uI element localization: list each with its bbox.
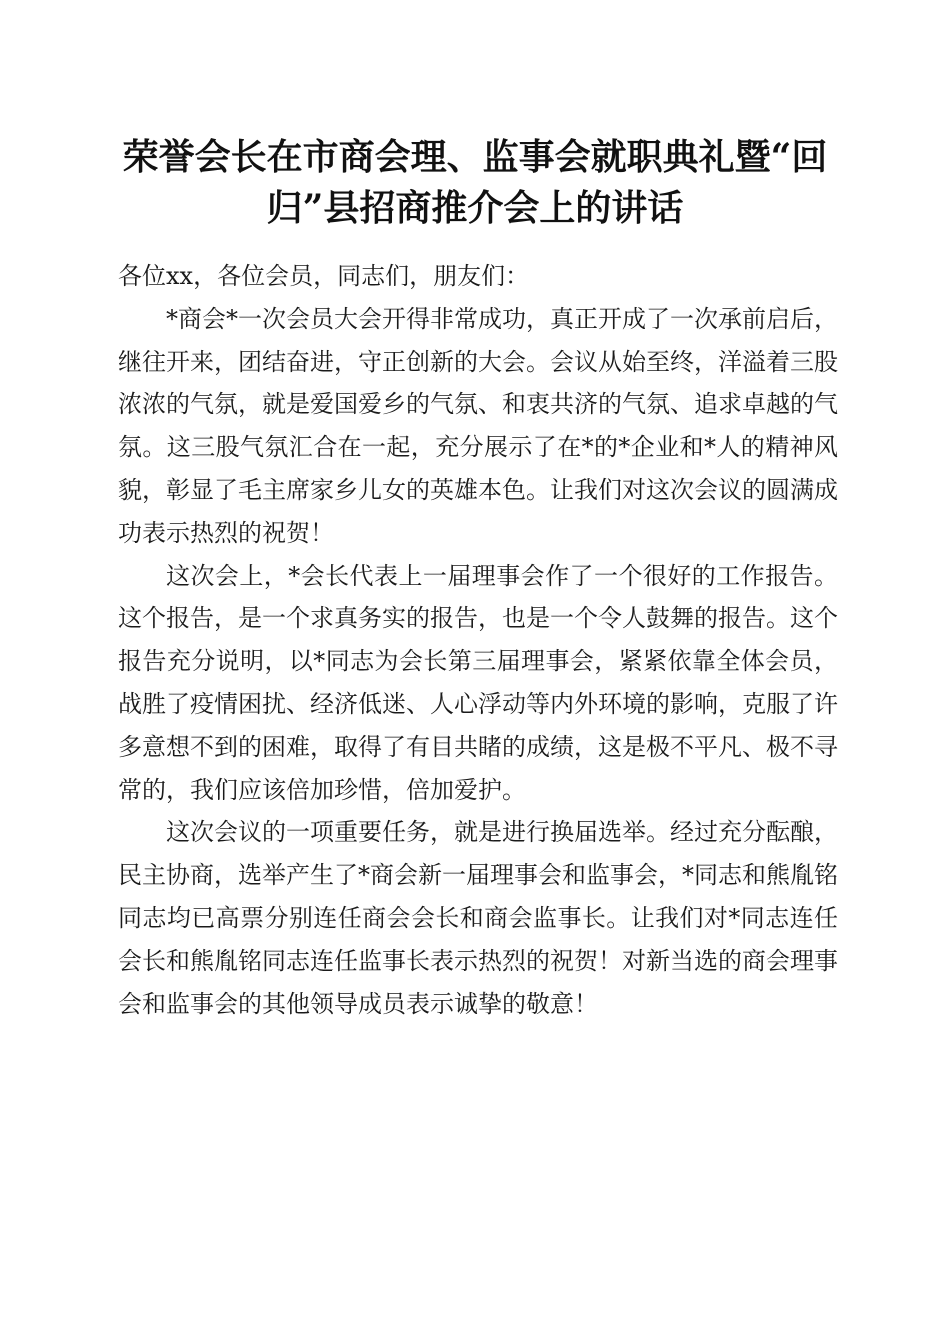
document-title: 荣誉会长在市商会理、监事会就职典礼暨“回归”县招商推介会上的讲话 [122, 136, 828, 229]
paragraph-3: 这次会议的一项重要任务，就是进行换届选举。经过充分酝酿，民主协商，选举产生了*商会新一届理事会和监事会，*同志和熊胤铭同志均已高票分别连任商会会长和商会监事长。让我们对*同志连任会长和熊胤铭同志连任监事长表示热烈的祝贺！对新当选的商会理事会和监事会的其他领导成员表示诚挚的敬意！ [118, 818, 838, 1018]
paragraph-2: 这次会上，*会长代表上一届理事会作了一个很好的工作报告。这个报告，是一个求真务实的报告，也是一个令人鼓舞的报告。这个报告充分说明，以*同志为会长第三届理事会，紧紧依靠全体会员，战胜了疫情困扰、经济低迷、人心浮动等内外环境的影响，克服了许多意想不到的困难，取得了有目共睹的成绩，这是极不平凡、极不寻常的，我们应该倍加珍惜，倍加爱护。 [118, 561, 838, 804]
salutation: 各位xx，各位会员，同志们，朋友们： [118, 262, 530, 290]
paragraph-1: *商会*一次会员大会开得非常成功，真正开成了一次承前启后，继往开来，团结奋进，守正创新的大会。会议从始至终，洋溢着三股浓浓的气氛，就是爱国爱乡的气氛、和衷共济的气氛、追求卓越的气氛。这三股气氛汇合在一起，充分展示了在*的*企业和*人的精神风貌，彰显了毛主席家乡儿女的英雄本色。让我们对这次会议的圆满成功表示热烈的祝贺！ [118, 304, 838, 547]
document-body [118, 255, 838, 1025]
